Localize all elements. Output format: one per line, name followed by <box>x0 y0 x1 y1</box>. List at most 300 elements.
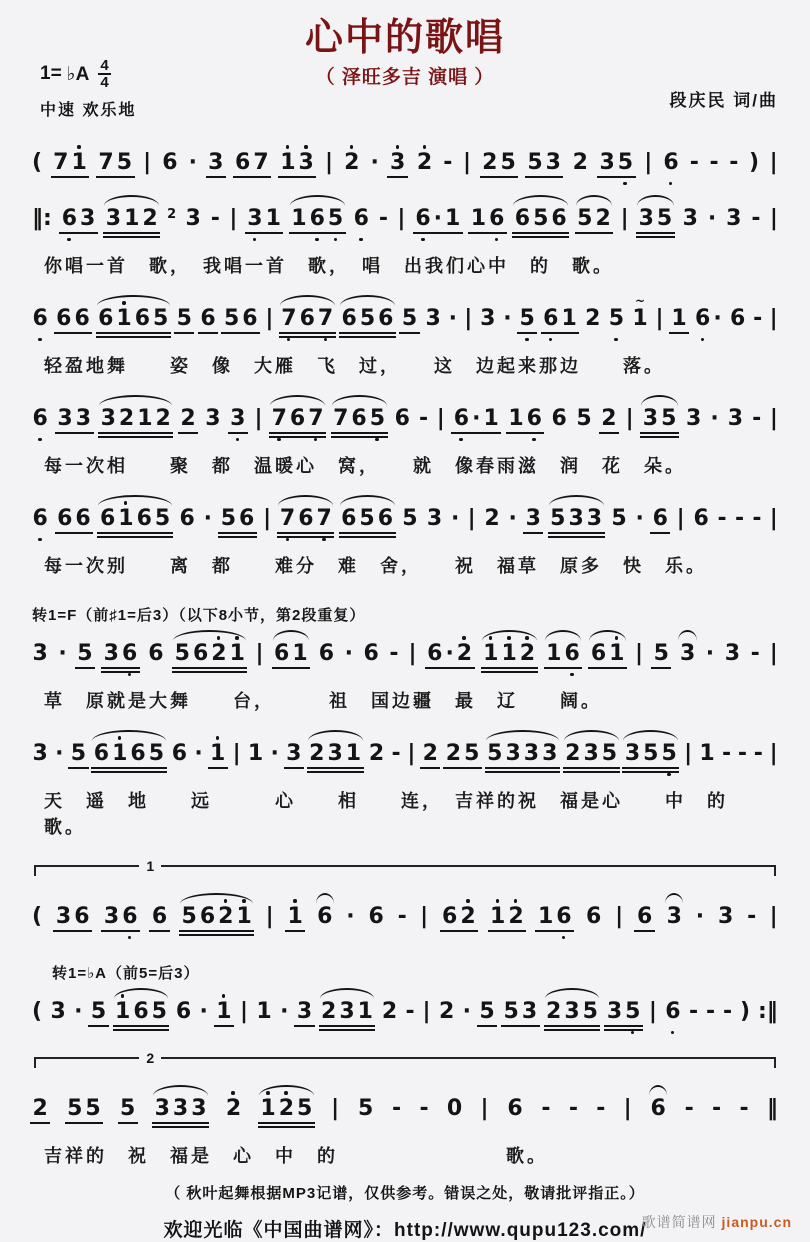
note-digit: 6 <box>694 308 712 330</box>
note-digit: 3 <box>57 406 73 431</box>
watermark-link[interactable]: jianpu.cn <box>721 1214 792 1230</box>
note-digit: 2 <box>484 506 500 531</box>
octave-dot-above <box>423 145 427 149</box>
slur-arc <box>273 630 310 641</box>
note-group <box>279 308 336 338</box>
barline: | <box>615 904 624 929</box>
note-group <box>221 308 260 334</box>
slur-arc <box>623 730 678 741</box>
note-digit: 2 <box>422 741 438 766</box>
note-group <box>101 643 140 673</box>
barline: | <box>467 506 476 531</box>
octave-dot-above <box>286 145 290 149</box>
note-group <box>55 408 94 434</box>
note-digit: 6 <box>93 741 110 766</box>
note-digit: 3 <box>105 206 122 231</box>
music-symbol: - <box>752 506 762 531</box>
octave-dot-below <box>286 538 290 542</box>
note-digit: 5 <box>359 506 375 531</box>
note-group <box>98 408 173 438</box>
note-group <box>575 208 614 234</box>
music-symbol: - <box>712 1096 722 1121</box>
music-symbol: ) <box>748 150 759 175</box>
note-digit: 6 <box>199 904 216 929</box>
note-digit: 2 <box>459 906 477 928</box>
note-group <box>351 208 371 232</box>
transcriber-note: （ 秋叶起舞根据MP3记谱，仅供参考。错误之处，敬请批评指正。） <box>165 1185 645 1202</box>
octave-dot-above <box>118 736 122 740</box>
note-digit: 6 <box>551 206 567 231</box>
octave-dot-below <box>495 238 499 242</box>
note-digit: 6 <box>563 643 581 665</box>
music-symbol: - <box>418 406 429 431</box>
note-group <box>468 208 507 234</box>
note-group <box>307 743 364 773</box>
octave-dot-above <box>124 501 128 505</box>
note-digit: 3 <box>246 208 264 230</box>
note-group <box>178 408 198 434</box>
note-digit: 6 <box>693 506 709 531</box>
note-digit: 3 <box>75 406 91 431</box>
slur-arc <box>153 1085 208 1096</box>
octave-dot-above <box>235 636 239 640</box>
slur-arc <box>316 893 334 904</box>
note-digit: 1 <box>292 641 308 666</box>
note-digit: 6 <box>99 506 116 531</box>
note-digit: 2 <box>572 150 588 175</box>
barline: | <box>420 904 429 929</box>
slur-arc <box>280 295 335 306</box>
note-digit: 6 <box>179 506 195 531</box>
note-digit: 6 <box>74 904 90 929</box>
note-digit: 2 <box>507 906 525 928</box>
note-digit: 2 <box>217 906 235 928</box>
barline: | <box>255 641 264 666</box>
note-group <box>680 208 700 232</box>
note-group <box>413 208 463 234</box>
volta-label: 1 <box>139 857 161 875</box>
note-digit: 5 <box>85 1096 101 1121</box>
barline: | <box>769 641 778 666</box>
note-group <box>488 906 527 932</box>
note-group <box>223 1098 243 1122</box>
barline: | <box>625 406 634 431</box>
note-digit: 6 <box>378 306 394 331</box>
note-digit: 6 <box>289 406 306 431</box>
octave-dot-above <box>121 994 125 998</box>
note-digit: 3 <box>154 1096 170 1121</box>
octave-dot-below <box>287 338 291 342</box>
music-symbol: · <box>707 206 717 231</box>
note-digit: 1 <box>671 306 687 331</box>
note-group <box>517 308 537 334</box>
note-digit: 1 <box>265 206 281 231</box>
note-digit: 3 <box>679 641 696 666</box>
music-line-5 <box>30 508 780 538</box>
key-change-note: 转1=F（前♯1=后3）（以下8小节，第2段重复） <box>32 607 366 624</box>
music-line-14 <box>30 1098 780 1128</box>
note-digit: 6 <box>31 308 49 330</box>
music-symbol: - <box>689 150 699 175</box>
note-digit: 5 <box>464 741 480 766</box>
music-symbol: - <box>753 306 763 331</box>
note-digit: 6 <box>377 506 394 531</box>
barline: | <box>769 741 778 766</box>
note-digit: 5 <box>67 1096 83 1121</box>
lyrics-line-5: 每一次别 离 都 难分 难 舍， 祝 福草 原多 快 乐。 <box>44 556 707 576</box>
note-digit: 3 <box>727 406 744 431</box>
barline: | <box>407 741 416 766</box>
barline: | <box>324 150 333 175</box>
music-symbol: - <box>419 1096 429 1121</box>
note-digit: 2 <box>321 999 337 1024</box>
music-symbol: - <box>729 150 739 175</box>
note-group <box>55 508 94 534</box>
volta-bracket-1 <box>34 858 776 876</box>
note-digit: 3 <box>545 150 561 175</box>
note-digit: 1 <box>561 306 577 331</box>
music-symbol: · <box>705 641 715 666</box>
octave-dot-above <box>615 636 619 640</box>
note-digit: 5 <box>656 206 673 231</box>
note-digit: 3 <box>599 150 615 175</box>
note-group <box>315 906 335 930</box>
note-digit: 3 <box>666 904 682 929</box>
note-digit: 7 <box>280 308 298 330</box>
lyrics-line-7: 草 原就是大舞 台， 祖 国边疆 最 辽 阔。 <box>44 691 602 711</box>
octave-dot-below <box>669 182 673 186</box>
time-signature-bottom: 4 <box>100 74 109 92</box>
music-symbol: ( <box>32 904 43 929</box>
note-group <box>361 643 381 667</box>
note-digit: 6 <box>239 506 255 531</box>
note-digit: 3 <box>103 904 120 929</box>
note-group <box>208 743 228 769</box>
barline: | <box>634 641 644 666</box>
barline: ‖: <box>32 206 52 231</box>
note-group <box>387 152 407 178</box>
note-group <box>30 643 50 667</box>
note-group <box>505 1098 525 1122</box>
music-symbol: · <box>270 741 279 766</box>
key-prefix: 1= <box>40 63 62 85</box>
music-symbol: · <box>695 904 705 929</box>
note-digit: 6 <box>308 208 326 230</box>
note-digit: 1 <box>470 206 487 231</box>
note-digit: 1 <box>215 1001 233 1023</box>
note-digit: 6 <box>298 506 314 531</box>
note-digit: 2 <box>368 741 385 766</box>
note-digit: 6 <box>242 306 258 331</box>
note-digit: 6 <box>542 308 560 330</box>
barline: :‖ <box>757 999 778 1024</box>
note-digit: 5 <box>153 306 169 331</box>
note-digit: 5 <box>479 999 495 1024</box>
barline: | <box>769 904 778 929</box>
music-symbol: - <box>751 206 761 231</box>
note-digit: 5 <box>181 904 197 929</box>
note-group <box>424 508 444 532</box>
slur-arc <box>97 295 170 306</box>
note-group <box>30 1098 50 1124</box>
note-digit: 1 <box>247 741 264 766</box>
note-digit: 5 <box>624 1001 642 1023</box>
note-group <box>183 208 203 232</box>
octave-dot-below <box>701 338 705 342</box>
note-group <box>113 1001 170 1031</box>
note-digit: 6 <box>394 406 410 431</box>
music-symbol: - <box>739 1096 749 1121</box>
note-group <box>683 408 703 432</box>
note-digit: 3 <box>685 406 702 431</box>
note-digit: 2 <box>546 999 562 1024</box>
note-digit: 6 <box>662 152 680 174</box>
music-symbol: - <box>723 999 733 1024</box>
barline: | <box>265 306 274 331</box>
note-digit: 5 <box>653 641 669 666</box>
note-group <box>570 152 590 176</box>
music-symbol: - <box>210 206 220 231</box>
music-line-8 <box>30 743 780 773</box>
note-digit: 3 <box>103 641 119 666</box>
note-group <box>482 508 502 532</box>
music-symbol: · <box>450 506 460 531</box>
octave-dot-below <box>277 438 281 442</box>
music-symbol: ) <box>740 999 751 1024</box>
octave-dot-below <box>549 338 553 342</box>
note-digit: 3 <box>480 306 496 331</box>
note-digit: 5 <box>70 741 87 766</box>
note-digit: 3 <box>185 206 201 231</box>
note-group <box>549 408 569 432</box>
music-symbol: · <box>344 641 353 666</box>
note-digit: 2 <box>438 999 455 1024</box>
note-digit: 6 <box>134 306 151 331</box>
note-group <box>103 208 160 238</box>
music-line-1 <box>30 152 780 178</box>
note-digit: 1 <box>256 999 272 1024</box>
note-group <box>506 408 545 434</box>
octave-dot-below <box>614 338 618 342</box>
note-digit: 1 <box>483 406 499 431</box>
music-symbol: - <box>541 1096 551 1121</box>
note-group <box>316 643 336 667</box>
music-symbol: - <box>734 506 745 531</box>
music-symbol: · <box>199 999 208 1024</box>
note-digit: 2 <box>585 306 601 331</box>
octave-dot-above <box>231 1091 235 1095</box>
octave-dot-below <box>525 338 529 342</box>
note-digit: 3 <box>100 406 116 431</box>
octave-dot-above <box>507 636 511 640</box>
note-digit: 5 <box>154 506 171 531</box>
note-group <box>512 208 569 238</box>
note-digit: 5 <box>660 743 678 765</box>
note-group <box>65 1098 104 1124</box>
note-digit: 6 <box>56 306 72 331</box>
note-digit: 6 <box>551 406 567 431</box>
note-group <box>342 152 362 176</box>
note-digit: 3 <box>525 506 541 531</box>
note-group <box>436 1001 456 1025</box>
note-digit: 1 <box>124 206 140 231</box>
note-digit: 6 <box>171 741 188 766</box>
note-group <box>245 208 284 234</box>
music-line-2 <box>30 208 780 238</box>
note-digit: 1 <box>345 741 362 766</box>
note-group <box>59 208 98 234</box>
note-digit: 1 <box>111 743 129 765</box>
note-digit: 3 <box>542 741 558 766</box>
barline: | <box>644 150 653 175</box>
site-welcome-line: 欢迎光临《中国曲谱网》：http://www.qupu123.com/ <box>163 1220 647 1241</box>
note-group <box>366 906 386 930</box>
note-digit: 5 <box>582 999 598 1024</box>
note-digit: 6 <box>98 306 114 331</box>
note-group <box>548 508 605 538</box>
music-symbol: · <box>55 741 64 766</box>
note-digit: 3 <box>297 152 315 174</box>
note-digit: 6 <box>363 641 379 666</box>
note-digit: 3 <box>80 206 96 231</box>
note-group <box>599 408 619 434</box>
note-digit: 2 <box>32 1096 48 1121</box>
note-group <box>478 308 498 332</box>
slur-arc <box>92 730 165 741</box>
music-line-3 <box>30 294 780 338</box>
music-symbol: ( <box>32 150 43 175</box>
note-group <box>544 1001 601 1031</box>
barline: | <box>229 206 238 231</box>
note-digit: 5 <box>500 150 516 175</box>
note-digit: 1 <box>500 643 518 665</box>
note-digit: 3 <box>32 741 48 766</box>
barline: | <box>623 1096 632 1121</box>
note-group <box>481 643 538 673</box>
note-group <box>636 208 675 238</box>
note-group <box>574 408 594 432</box>
note-digit: 6 <box>200 306 216 331</box>
note-digit: 1 <box>209 743 227 765</box>
octave-dot-below <box>236 438 240 442</box>
music-symbol: · <box>203 506 212 531</box>
note-digit: 6 <box>585 904 602 929</box>
note-digit: 7 <box>278 508 296 530</box>
note-group <box>51 152 90 178</box>
note-digit: 5 <box>616 152 634 174</box>
note-group <box>206 152 226 178</box>
note-group <box>525 152 564 178</box>
volta-bracket-2 <box>34 1050 776 1068</box>
note-digit: 6 <box>136 506 152 531</box>
slur-arc <box>545 988 600 999</box>
music-symbol: - <box>747 904 757 929</box>
note-group <box>379 1001 399 1025</box>
note-group <box>54 308 93 334</box>
note-digit: 3 <box>523 741 540 766</box>
slur-arc <box>549 495 604 506</box>
note-group <box>96 152 135 178</box>
note-group <box>319 1001 376 1031</box>
music-symbol: · <box>280 999 289 1024</box>
octave-dot-below <box>631 1031 635 1035</box>
octave-dot-above <box>284 1091 288 1095</box>
barline: | <box>676 506 685 531</box>
slur-arc <box>308 730 363 741</box>
note-digit: 2 <box>277 1098 295 1120</box>
octave-dot-above <box>396 145 400 149</box>
music-symbol: - <box>392 1096 402 1121</box>
note-group <box>218 508 257 538</box>
note-digit: 6 <box>442 904 458 929</box>
note-digit: 1 ~ <box>632 294 648 331</box>
music-symbol: - <box>752 406 762 431</box>
slur-arc <box>545 630 582 641</box>
music-symbol: - <box>568 1096 578 1121</box>
note-group <box>535 906 574 932</box>
note-digit: 6 <box>60 208 78 230</box>
barline: | <box>422 999 431 1024</box>
note-digit: · <box>445 641 454 666</box>
note-digit: 5 <box>611 506 627 531</box>
note-digit: 5 <box>577 206 593 231</box>
note-digit: 6 <box>514 206 531 231</box>
note-group <box>278 152 317 178</box>
note-group <box>96 308 171 338</box>
note-digit: 3 <box>339 999 355 1024</box>
note-digit: 1 <box>137 406 153 431</box>
note-group <box>597 152 636 178</box>
lyrics-line-4: 每一次相 聚 都 温暖心 窝， 就 像春雨滋 润 花 朵。 <box>44 456 686 476</box>
slur-arc <box>270 395 325 406</box>
note-digit: 2 <box>445 741 462 766</box>
note-digit: 6 <box>274 641 290 666</box>
key-signature <box>40 58 136 91</box>
note-digit: 6 <box>235 150 251 175</box>
note-digit: 7 <box>253 150 269 175</box>
note-group <box>622 743 679 773</box>
octave-dot-below <box>459 438 463 442</box>
note-group <box>414 152 434 176</box>
note-group <box>245 743 265 767</box>
note-group <box>30 508 50 532</box>
note-group <box>272 643 311 669</box>
note-digit: 6 <box>192 641 209 666</box>
music-symbol: - <box>596 1096 606 1121</box>
octave-dot-below <box>315 238 319 242</box>
note-digit: 5 <box>223 306 240 331</box>
octave-dot-below <box>671 1031 675 1035</box>
note-group <box>172 643 247 673</box>
note-digit: 5 <box>174 641 190 666</box>
note-group <box>169 743 189 767</box>
music-symbol: - <box>443 150 453 175</box>
octave-dot-above <box>222 994 226 998</box>
slur-arc <box>290 195 345 206</box>
note-group <box>485 743 560 773</box>
note-group <box>588 643 627 669</box>
page-title: 心中的歌唱 <box>304 17 505 59</box>
note-group <box>331 408 388 438</box>
octave-dot-above <box>293 899 297 903</box>
note-digit: 3 <box>583 741 599 766</box>
note-digit: 5 <box>120 1096 136 1121</box>
note-group <box>661 152 681 176</box>
music-symbol: - <box>389 641 399 666</box>
note-digit: 3 <box>55 904 72 929</box>
note-digit: 5 <box>527 150 543 175</box>
slur-arc <box>98 495 171 506</box>
